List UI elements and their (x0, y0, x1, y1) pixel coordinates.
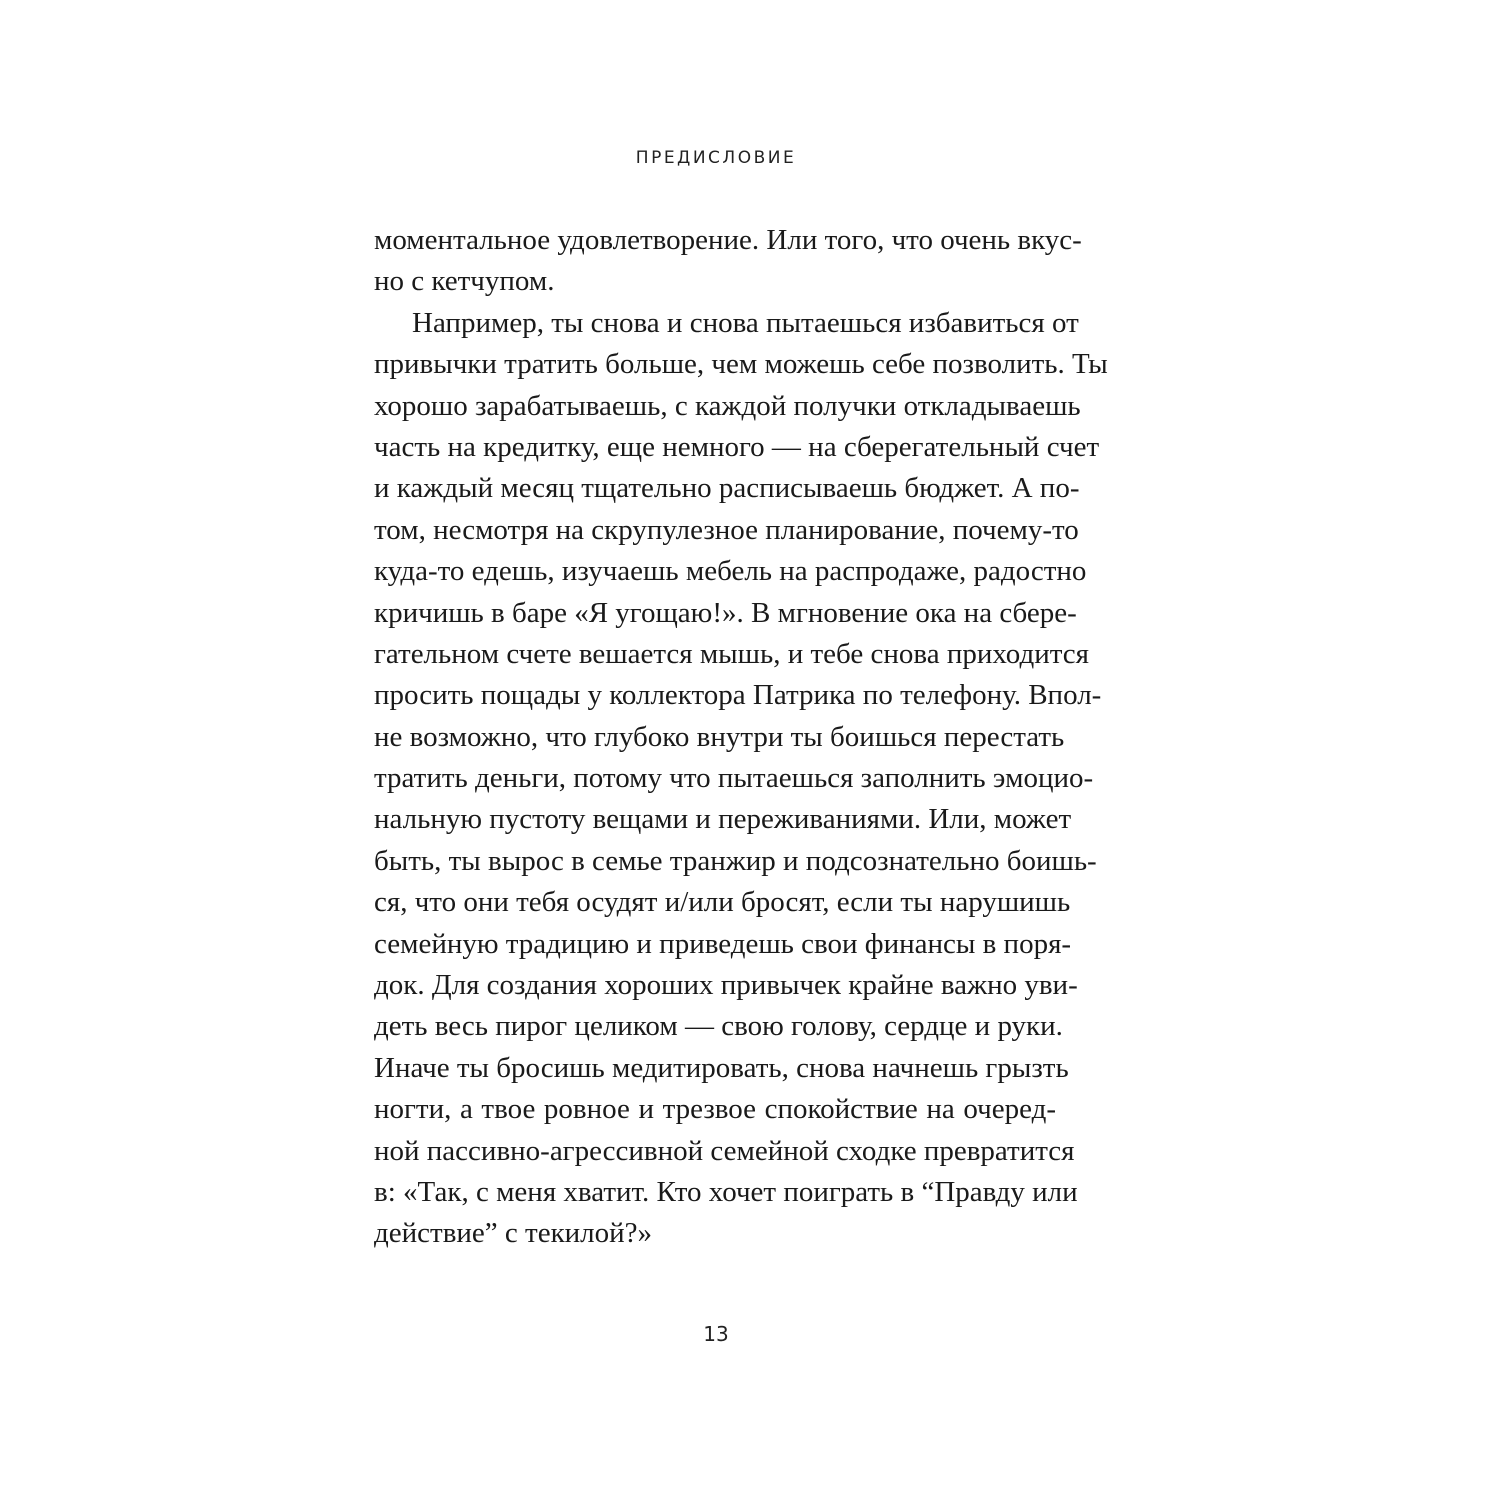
text-line: кричишь в баре «Я угощаю!». В мгновение ока на сбере- (374, 596, 1077, 629)
text-line: в: «Так, с меня хватит. Кто хочет поиграть в “Правду или (374, 1175, 1078, 1208)
text-line: ной пассивно-агрессивной семейной сходке превратится (374, 1134, 1075, 1167)
text-line: не возможно, что глубоко внутри ты боишься перестать (374, 720, 1065, 753)
text-line: гательном счете вешается мышь, и тебе снова приходится (374, 637, 1089, 670)
text-line: просить пощады у коллектора Патрика по телефону. Впол- (374, 679, 1102, 712)
text-line: куда-то едешь, изучаешь мебель на распродаже, радостно (374, 555, 1087, 588)
text-line: но с кетчупом. (374, 265, 555, 298)
text-line: Например, ты снова и снова пытаешься избавиться от (412, 306, 1079, 339)
text-line: ся, что они тебя осудят и/или бросят, если ты нарушишь (374, 886, 1071, 919)
text-line: моментальное удовлетворение. Или того, что очень вкус- (374, 224, 1082, 256)
text-line: часть на кредитку, еще немного — на сберегательный счет (374, 430, 1100, 463)
text-line: быть, ты вырос в семье транжир и подсознательно боишь- (374, 844, 1097, 877)
text-line: семейную традицию и приведешь свои финансы в поря- (374, 927, 1072, 960)
text-line: том, несмотря на скрупулезное планирование, почему-то (374, 513, 1079, 546)
text-line: привычки тратить больше, чем можешь себе позволить. Ты (374, 348, 1108, 381)
running-head: ПРЕДИСЛОВИЕ (635, 148, 797, 168)
text-line: и каждый месяц тщательно расписываешь бюджет. А по- (374, 472, 1080, 505)
text-line: хорошо зарабатываешь, с каждой получки откладываешь (374, 389, 1081, 422)
text-line: действие” с текилой?» (374, 1217, 653, 1250)
page-number: 13 (703, 1322, 729, 1346)
text-line: тратить деньги, потому что пытаешься заполнить эмоцио- (374, 762, 1094, 795)
text-line: ногти, а твое ровное и трезвое спокойствие на очеред- (374, 1093, 1056, 1126)
body-text (374, 220, 1108, 1255)
text-line: нальную пустоту вещами и переживаниями. Или, может (374, 803, 1072, 836)
text-line: Иначе ты бросишь медитировать, снова начнешь грызть (374, 1051, 1069, 1084)
text-line: деть весь пирог целиком — свою голову, сердце и руки. (374, 1010, 1063, 1043)
text-line: док. Для создания хороших привычек крайне важно уви- (374, 969, 1078, 1002)
